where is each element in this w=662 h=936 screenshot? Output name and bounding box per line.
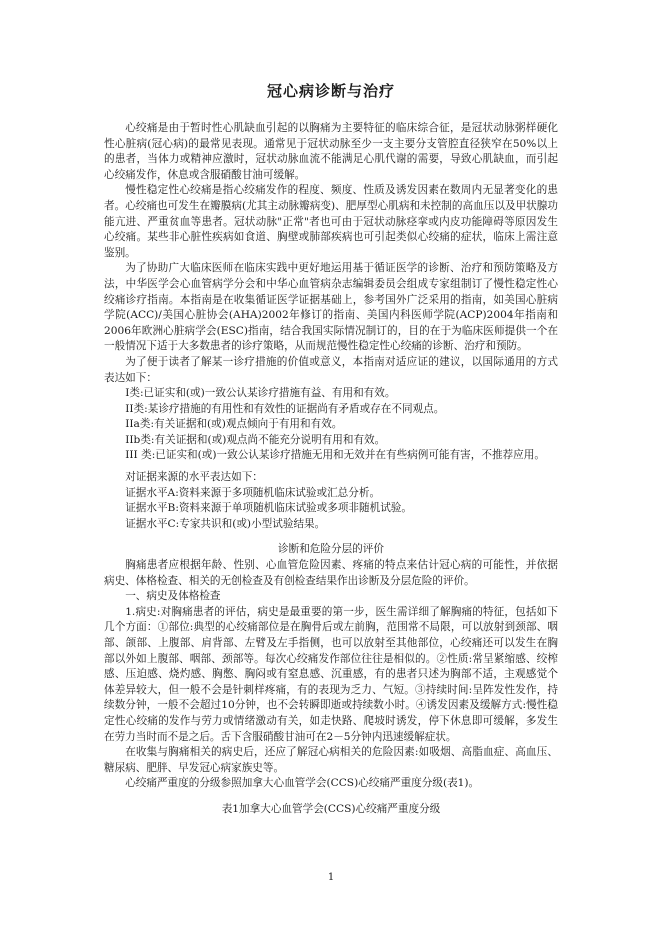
class-item-ii: II类:某诊疗措施的有用性和有效性的证据尚有矛盾或存在不同观点。: [125, 402, 445, 415]
class-item-iia: IIa类:有关证据和(或)观点倾向于有用和有效。: [125, 418, 343, 431]
intro-paragraph-1: 心绞痛是由于暂时性心肌缺血引起的以胸痛为主要特征的临床综合征，是冠状动脉粥样硬化性心脏病(冠心病)的最常见表现。通常见于冠状动脉至少一支主要分支管腔直径狭窄在50%以上的患者，当体力或精神应激时，冠状动脉血流不能满足心肌代谢的需要，导致心肌缺血，而引起心绞痛发作，休息或含服硝酸甘油可缓解。: [104, 122, 558, 181]
intro-paragraph-3: 为了协助广大临床医师在临床实践中更好地运用基于循证医学的诊断、治疗和预防策略及方法，中华医学会心血管病学分会和中华心血管病杂志编辑委员会组成专家组制订了慢性稳定性心绞痛诊疗指南。本指南是在收集循证医学证据基础上，参考国外广泛采用的指南，如美国心脏病学院(ACC)/美国心脏协会(AHA)2002年修订的指南、美国内科医师学院(ACP)2004年指南和2006年欧洲心脏病学会(ESC)指南，结合我国实际情况制订的，目的在于为临床医师提供一个在一般情况下适于大多数患者的诊疗策略，从而规范慢性稳定性心绞痛的诊断、治疗和预防。: [104, 262, 558, 353]
class-item-iii: III 类:已证实和(或)一致公认某诊疗措施无用和无效并在有些病例可能有害，不推荐应用。: [125, 449, 545, 462]
class-item-iib: IIb类:有关证据和(或)观点尚不能充分说明有用和有效。: [125, 433, 386, 446]
evidence-intro: 对证据来源的水平表达如下：: [125, 471, 263, 484]
intro-paragraph-4: 为了便于读者了解某一诊疗措施的价值或意义，本指南对适应证的建议，以国际通用的方式表达如下：: [104, 355, 558, 384]
evidence-item-b: 证据水平B:资料来源于单项随机临床试验或多项非随机试验。: [125, 502, 412, 515]
history-paragraph-2: 在收集与胸痛相关的病史后，还应了解冠心病相关的危险因素:如吸烟、高脂血症、高血压、糖尿病、肥胖、早发冠心病家族史等。: [104, 746, 558, 774]
section-intro: 胸痛患者应根据年龄、性别、心血管危险因素、疼痛的特点来估计冠心病的可能性，并依据病史、体格检查、相关的无创检查及有创检查结果作出诊断及分层危险的评价。: [104, 559, 558, 587]
intro-paragraph-2: 慢性稳定性心绞痛是指心绞痛发作的程度、频度、性质及诱发因素在数周内无显著变化的患者。心绞痛也可发生在瓣膜病(尤其主动脉瓣病变)、肥厚型心肌病和未控制的高血压以及甲状腺功能亢进、严重贫血等患者。冠状动脉"正常"者也可由于冠状动脉痉挛或内皮功能障碍等原因发生心绞痛。某些非心脏性疾病如食道、胸壁或肺部疾病也可引起类似心绞痛的症状，临床上需注意鉴别。: [104, 184, 558, 259]
page-number: 1: [327, 872, 335, 883]
document-title: 冠心病诊断与治疗: [266, 82, 395, 100]
evidence-item-a: 证据水平A:资料来源于多项随机临床试验或汇总分析。: [125, 486, 381, 499]
class-item-i: I类:已证实和(或)一致公认某诊疗措施有益、有用和有效。: [125, 387, 396, 400]
history-paragraph-3: 心绞痛严重度的分级参照加拿大心血管学会(CCS)心绞痛严重度分级(表1)。: [125, 777, 480, 790]
history-paragraph-1: 1.病史:对胸痛患者的评估，病史是最重要的第一步，医生需详细了解胸痛的特征，包括如下几个方面：①部位:典型的心绞痛部位是在胸骨后或左前胸，范围常不局限，可以放射到颈部、咽部、颌部、上腹部、肩背部、左臂及左手指侧，也可以放射至其他部位，心绞痛还可以发生在胸部以外如上腹部、咽部、颈部等。每次心绞痛发作部位往往是相似的。②性质:常呈紧缩感、绞榨感、压迫感、烧灼感、胸憋、胸闷或有窒息感、沉重感，有的患者只述为胸部不适，主观感觉个体差异较大，但一般不会是针刺样疼痛，有的表现为乏力、气短。③持续时间:呈阵发性发作，持续数分钟，一般不会超过10分钟，也不会转瞬即逝或持续数小时。④诱发因素及缓解方式:慢性稳定性心绞痛的发作与劳力或情绪激动有关，如走快路、爬坡时诱发，停下休息即可缓解，多发生在劳力当时而不是之后。舌下含服硝酸甘油可在2－5分钟内迅速缓解症状。: [104, 605, 558, 743]
evidence-item-c: 证据水平C:专家共识和(或)小型试验结果。: [125, 517, 326, 530]
table-caption: 表1加拿大心血管学会(CCS)心绞痛严重度分级: [221, 802, 441, 815]
section-heading: 诊断和危险分层的评价: [278, 543, 384, 556]
subsection-heading: 一、病史及体格检查: [125, 590, 221, 603]
